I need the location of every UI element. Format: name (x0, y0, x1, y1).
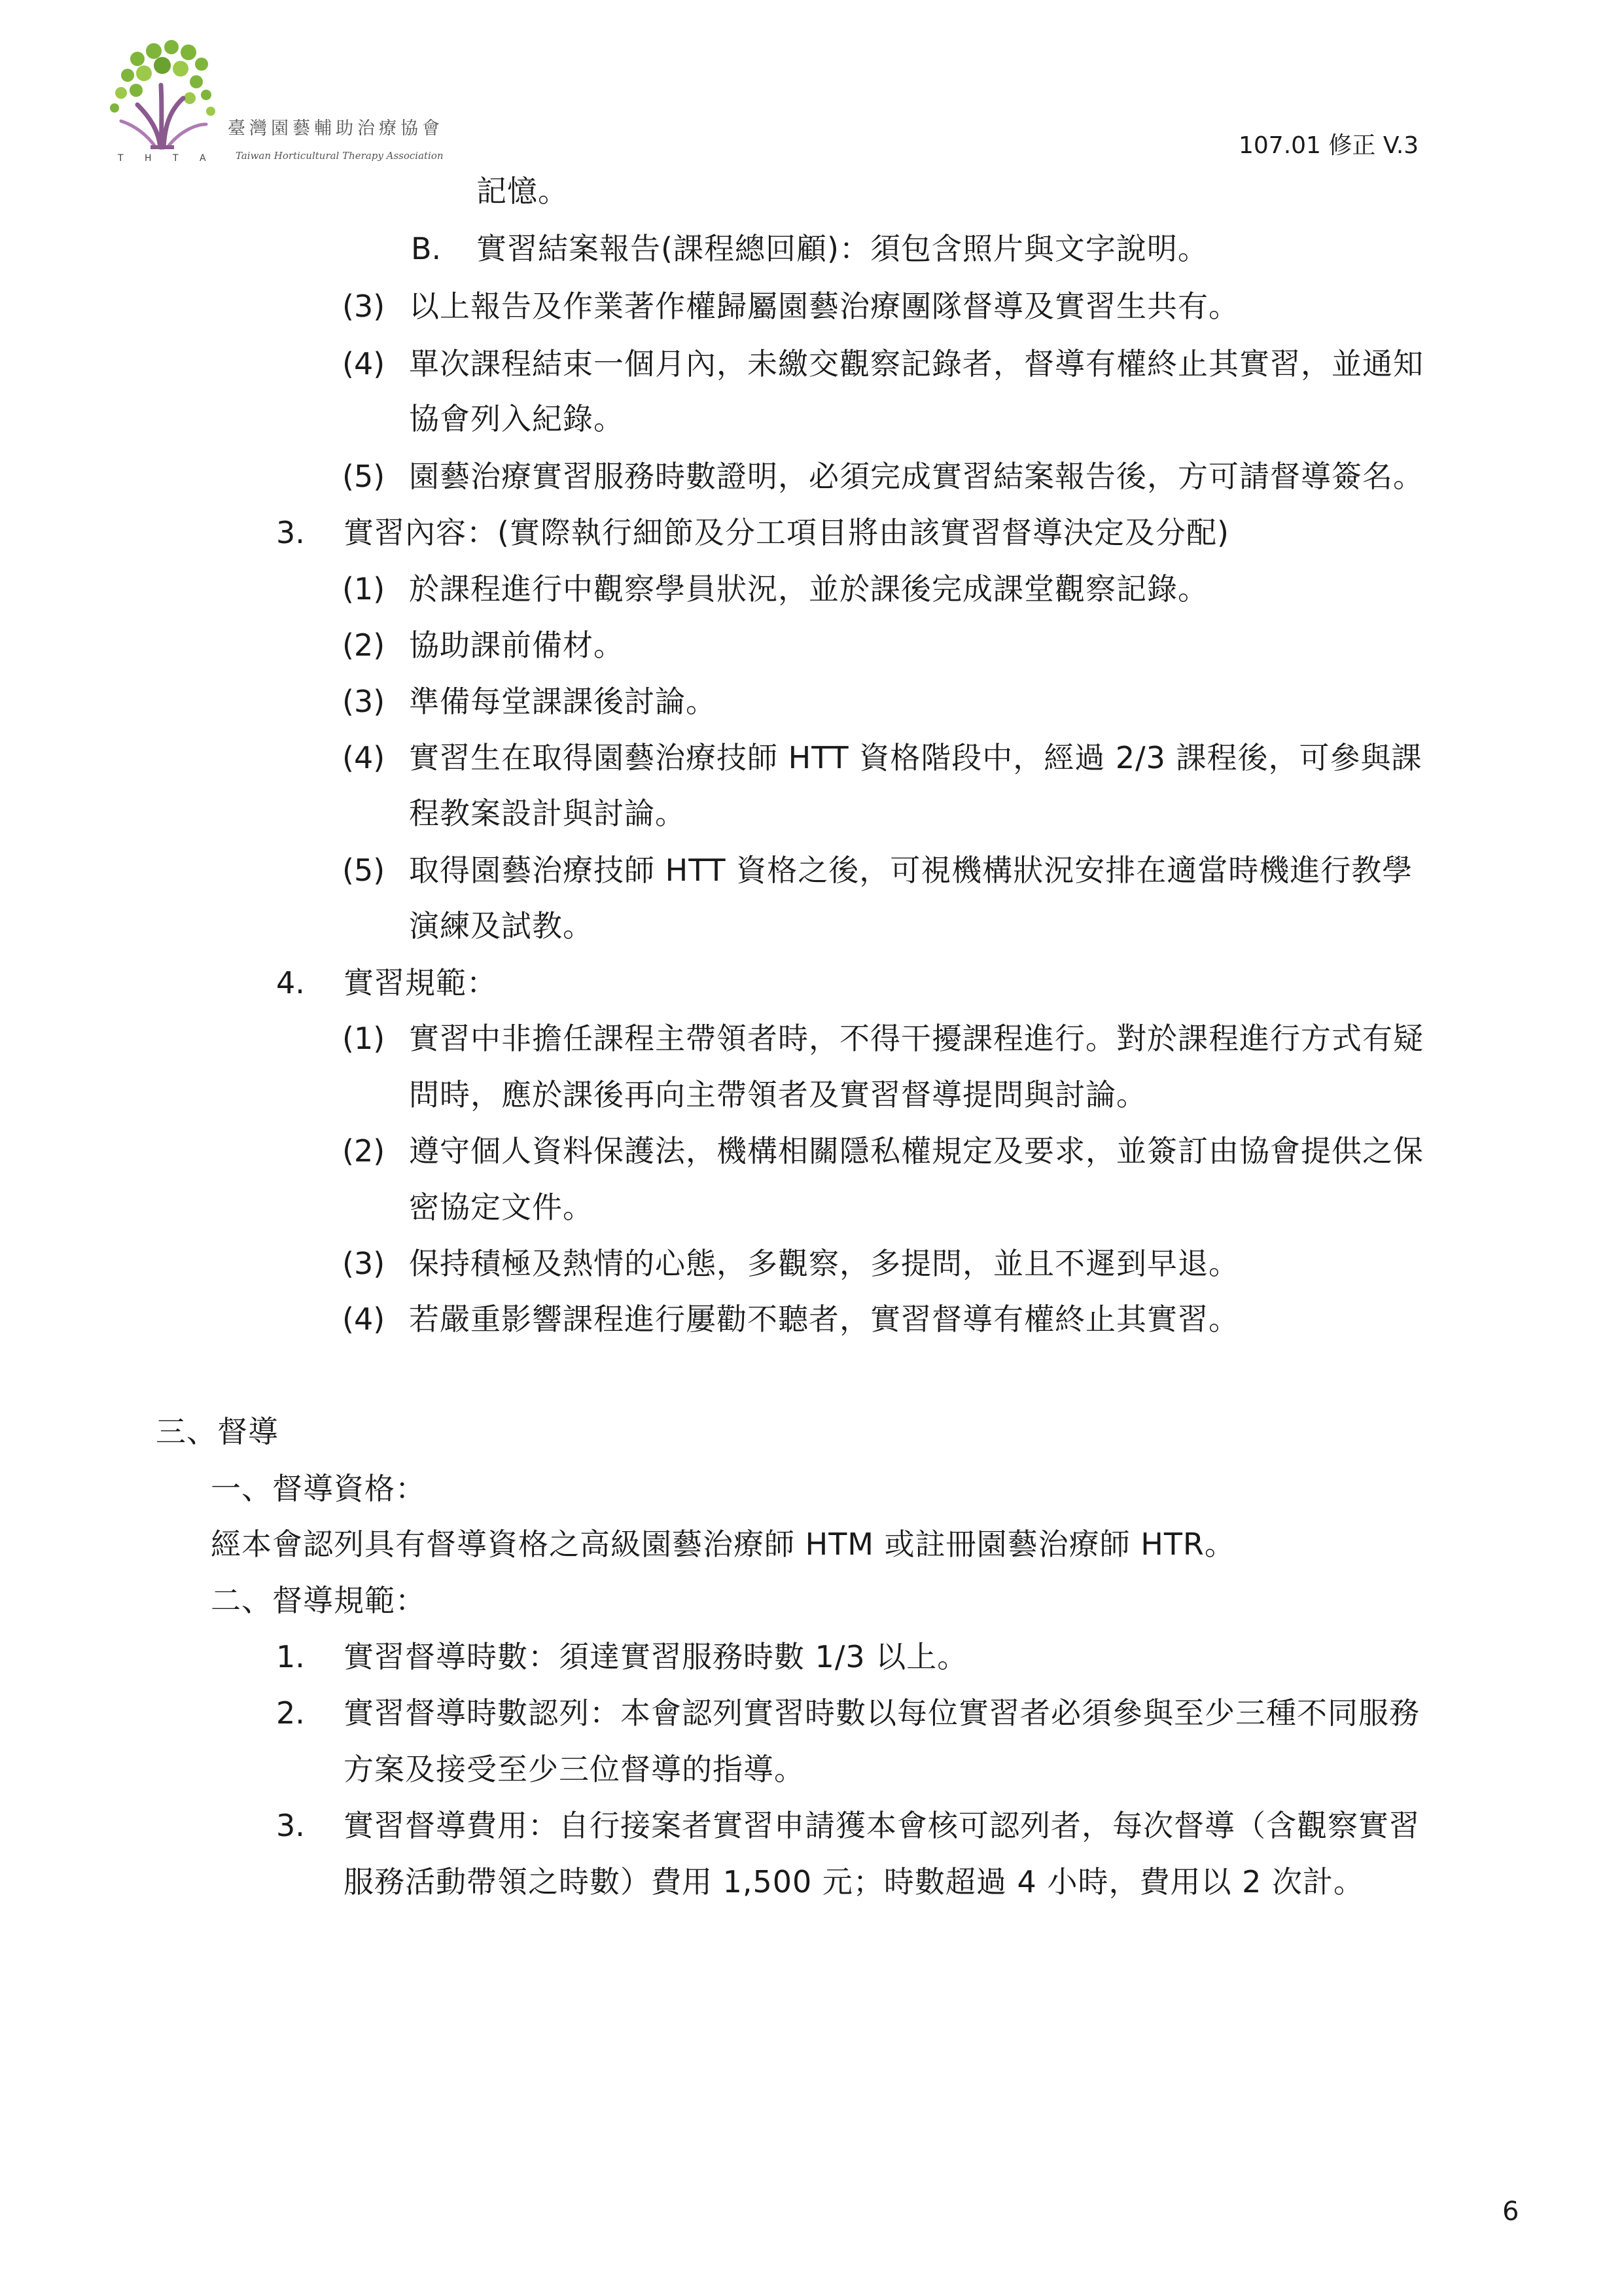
item-marker: (3) (342, 289, 385, 324)
item-text: 保持積極及熱情的心態，多觀察，多提問，並且不遲到早退。 (409, 1246, 1239, 1281)
item-marker: (1) (342, 1021, 385, 1056)
svg-text:T H T A: T H T A (118, 153, 215, 164)
item-text: 實習督導費用：自行接案者實習申請獲本會核可認列者，每次督導（含觀察實習 (344, 1808, 1420, 1843)
section-heading: 三、督導 (156, 1414, 279, 1449)
association-logo (98, 33, 465, 164)
item-text: 取得園藝治療技師 HTT 資格之後，可視機構狀況安排在適當時機進行教學 (409, 853, 1413, 888)
item-marker: 2. (276, 1695, 305, 1731)
item-text: 實習督導時數認列：本會認列實習時數以每位實習者必須參與至少三種不同服務 (344, 1695, 1420, 1731)
item-text: 以上報告及作業著作權歸屬園藝治療團隊督導及實習生共有。 (409, 289, 1239, 324)
item-text: 協助課前備材。 (409, 627, 624, 663)
svg-text:臺灣園藝輔助治療協會: 臺灣園藝輔助治療協會 (228, 118, 444, 139)
section-title: 實習規範： (344, 965, 497, 1000)
item-text: 實習生在取得園藝治療技師 HTT 資格階段中，經過 2/3 課程後，可參與課 (409, 740, 1422, 775)
item-marker: (2) (342, 627, 385, 663)
item-marker: (4) (342, 740, 385, 775)
item-text: 實習督導時數：須達實習服務時數 1/3 以上。 (344, 1639, 968, 1674)
item-marker: (3) (342, 684, 385, 719)
item-marker: (2) (342, 1133, 385, 1169)
item-text: 問時，應於課後再向主帶領者及實習督導提問與討論。 (409, 1077, 1147, 1112)
item-text: 演練及試教。 (409, 908, 593, 944)
item-marker: 3. (276, 1808, 305, 1843)
subsection-heading: 一、督導資格： (211, 1471, 426, 1506)
continued-text: 記憶。 (476, 173, 569, 209)
item-text: 協會列入紀錄。 (409, 401, 624, 436)
item-marker: (4) (342, 1301, 385, 1337)
item-text: 方案及接受至少三位督導的指導。 (344, 1752, 805, 1787)
section-marker: 3. (276, 515, 305, 550)
subsection-heading: 二、督導規範： (211, 1583, 426, 1618)
section-marker: 4. (276, 965, 305, 1000)
item-text: 實習中非擔任課程主帶領者時，不得干擾課程進行。對於課程進行方式有疑 (409, 1021, 1424, 1056)
page-number: 6 (1502, 2197, 1519, 2227)
svg-text:Taiwan Horticultural Therapy A: Taiwan Horticultural Therapy Association (236, 150, 444, 162)
item-text: 單次課程結束一個月內，未繳交觀察記錄者，督導有權終止其實習，並通知 (409, 346, 1424, 381)
item-text: 遵守個人資料保護法，機構相關隱私權規定及要求，並簽訂由協會提供之保 (409, 1133, 1424, 1169)
item-text: 於課程進行中觀察學員狀況，並於課後完成課堂觀察記錄。 (409, 571, 1209, 607)
item-marker: (5) (342, 853, 385, 888)
section-title: 實習內容：(實際執行細節及分工項目將由該實習督導決定及分配) (344, 515, 1229, 550)
item-marker: (4) (342, 346, 385, 381)
item-marker: (3) (342, 1246, 385, 1281)
item-text: 實習結案報告(課程總回顧)：須包含照片與文字說明。 (476, 231, 1209, 266)
item-text: 準備每堂課課後討論。 (409, 684, 716, 719)
paragraph: 經本會認列具有督導資格之高級園藝治療師 HTM 或註冊園藝治療師 HTR。 (211, 1527, 1235, 1562)
tree-logo-icon (98, 33, 465, 164)
item-marker: (1) (342, 571, 385, 607)
item-marker: (5) (342, 459, 385, 494)
item-text: 服務活動帶領之時數）費用 1,500 元；時數超過 4 小時，費用以 2 次計。 (344, 1864, 1364, 1899)
item-marker: B. (411, 231, 442, 266)
document-version: 107.01 修正 V.3 (1239, 132, 1419, 159)
item-text: 程教案設計與討論。 (409, 796, 686, 831)
item-text: 園藝治療實習服務時數證明，必須完成實習結案報告後，方可請督導簽名。 (409, 459, 1424, 494)
item-text: 密協定文件。 (409, 1190, 593, 1225)
item-marker: 1. (276, 1639, 305, 1674)
item-text: 若嚴重影響課程進行屢勸不聽者，實習督導有權終止其實習。 (409, 1301, 1239, 1337)
